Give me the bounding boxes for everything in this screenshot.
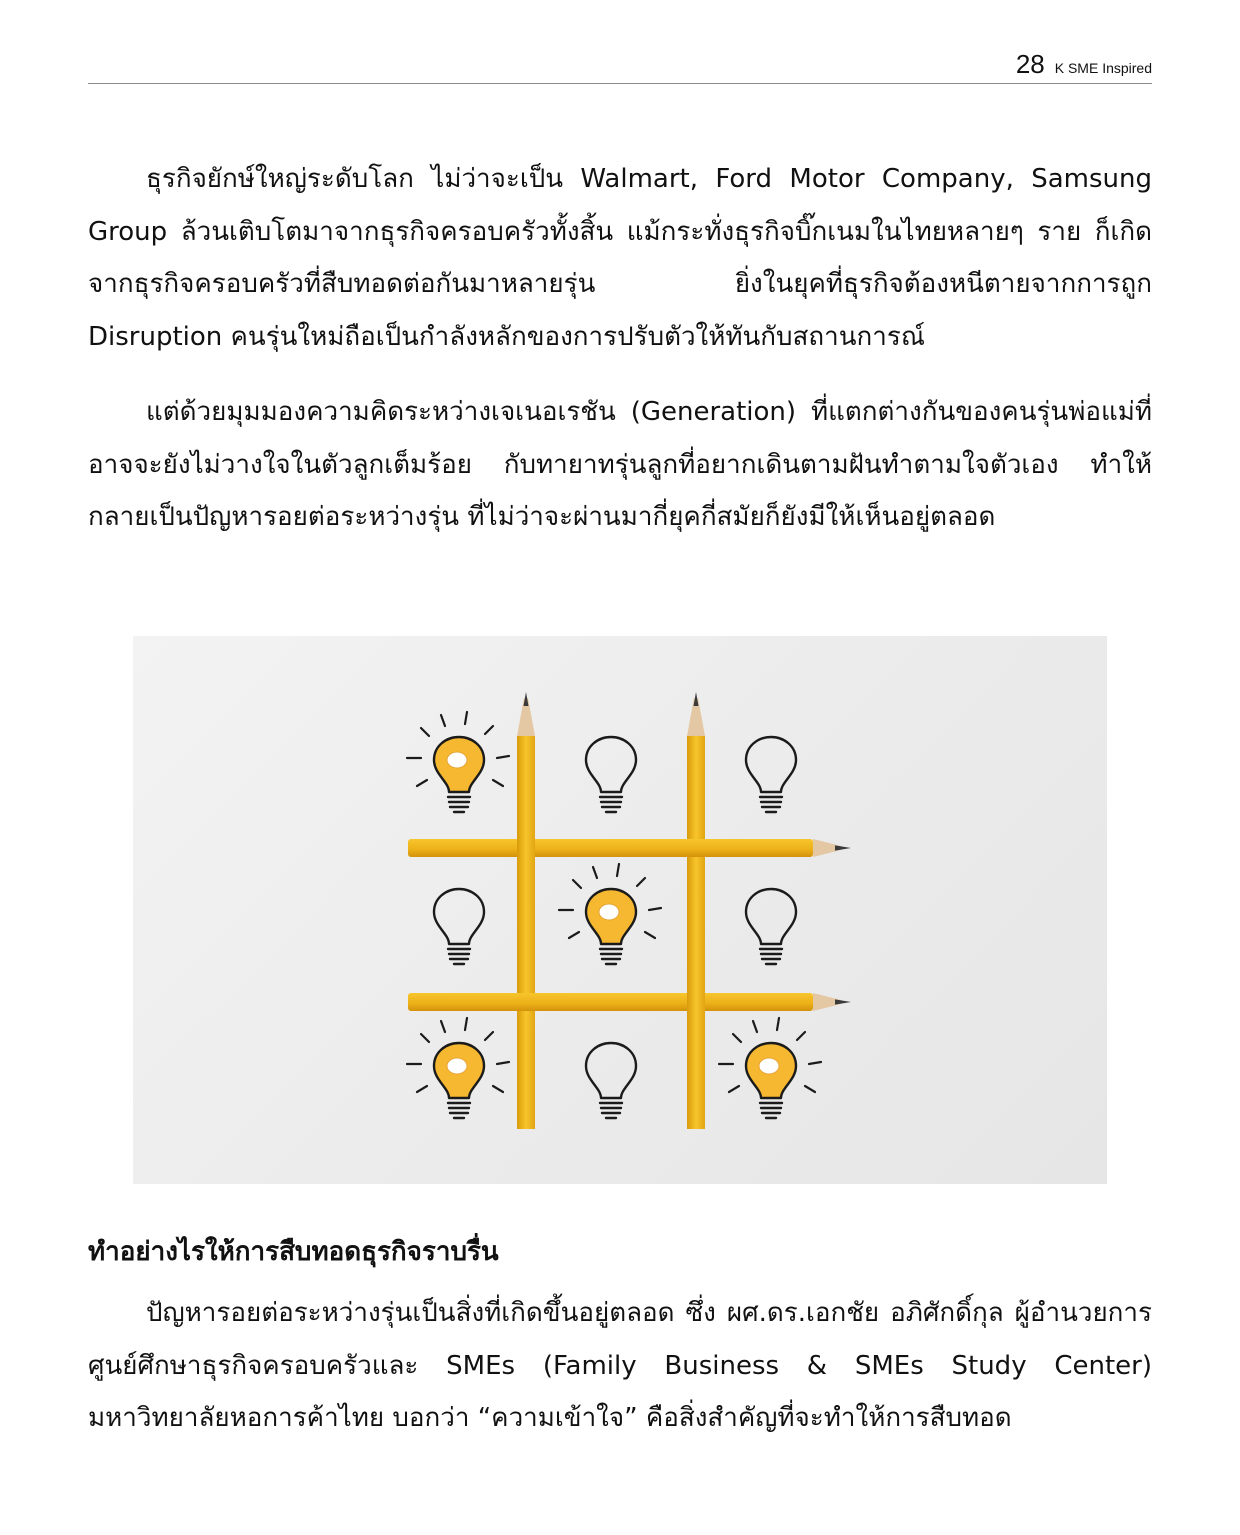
vertical-pencil: [517, 692, 535, 1129]
section-heading: ทำอย่างไรให้การสืบทอดธุรกิจราบรื่น: [88, 1237, 499, 1267]
horizontal-pencil: [408, 993, 851, 1011]
pencil-crossing: [687, 988, 705, 1016]
illustration-svg: [133, 636, 1107, 1184]
lightbulb-icon: [746, 737, 796, 812]
paragraph-1: ธุรกิจยักษ์ใหญ่ระดับโลก ไม่ว่าจะเป็น Walmart, Ford Motor Company, Samsung Group ล้วนเติบโตมาจากธุรกิจครอบครัวทั้งสิ้น แม้กระทั่งธุรกิจบิ๊กเนมในไทยหลายๆ ราย ก็เกิดจากธุรกิจครอบครัวที่สืบทอดต่อกันมาหลายรุ่น ยิ่งในยุคที่ธุรกิจต้องหนีตายจากการถูก Disruption คนรุ่นใหม่ถือเป็นกำลังหลักของการปรับตัวให้ทันกับสถานการณ์: [88, 164, 1152, 352]
lightbulb-icon: [434, 889, 484, 964]
vertical-pencil: [687, 692, 705, 1129]
lightbulb-icon: [586, 737, 636, 812]
lit-lightbulb-icon: [719, 1018, 821, 1118]
horizontal-pencil: [408, 839, 851, 857]
publication-name: K SME Inspired: [1054, 60, 1152, 76]
pencil-crossing: [517, 834, 535, 862]
lit-lightbulb-icon: [559, 864, 661, 964]
tic-tac-toe-lightbulb-illustration: [133, 636, 1107, 1184]
lightbulb-icon: [746, 889, 796, 964]
page-header: [88, 46, 1152, 84]
paragraph-3: ปัญหารอยต่อระหว่างรุ่นเป็นสิ่งที่เกิดขึ้นอยู่ตลอด ซึ่ง ผศ.ดร.เอกชัย อภิศักดิ์กุล ผู้อำนวยการศูนย์ศึกษาธุรกิจครอบครัวและ SMEs (Family Business & SMEs Study Center) มหาวิทยาลัยหอการค้าไทย บอกว่า “ความเข้าใจ” คือสิ่งสำคัญที่จะทำให้การสืบทอด: [88, 1298, 1152, 1433]
lit-lightbulb-icon: [407, 1018, 509, 1118]
lightbulb-icon: [586, 1043, 636, 1118]
page-number: 28: [1015, 49, 1045, 79]
paragraph-2: แต่ด้วยมุมมองความคิดระหว่างเจเนอเรชัน (Generation) ที่แตกต่างกันของคนรุ่นพ่อแม่ที่อาจจะยังไม่วางใจในตัวลูกเต็มร้อย กับทายาทรุ่นลูกที่อยากเดินตามฝันทำตามใจตัวเอง ทำให้กลายเป็นปัญหารอยต่อระหว่างรุ่น ที่ไม่ว่าจะผ่านมากี่ยุคกี่สมัยก็ยังมีให้เห็นอยู่ตลอด: [88, 397, 1152, 532]
lit-lightbulb-icon: [407, 712, 509, 812]
